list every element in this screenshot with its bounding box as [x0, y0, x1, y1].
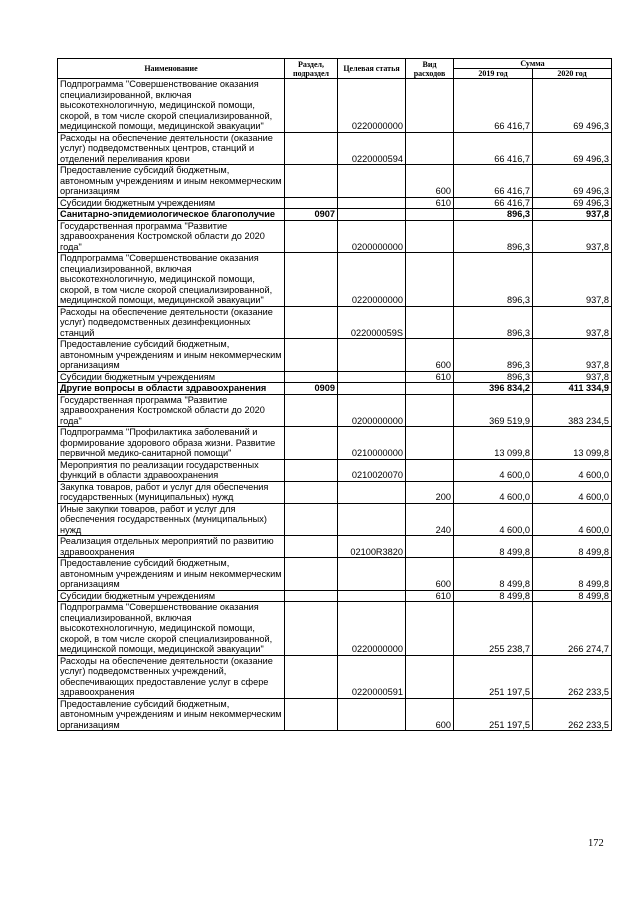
- row-target: [338, 371, 406, 383]
- row-name: Предоставление субсидий бюджетным, автономным учреждениям и иным некоммерческим организациям: [58, 698, 285, 731]
- row-kind: [406, 220, 454, 253]
- header-section: Раздел, подраздел: [285, 59, 338, 79]
- row-section: [285, 197, 338, 209]
- row-name: Государственная программа "Развитие здравоохранения Костромской области до 2020 года": [58, 220, 285, 253]
- row-sum-2019: 66 416,7: [454, 132, 533, 165]
- table-row: [58, 394, 612, 427]
- row-sum-2019: 251 197,5: [454, 698, 533, 731]
- row-kind: [406, 79, 454, 133]
- row-kind: [406, 427, 454, 460]
- row-kind: 600: [406, 558, 454, 591]
- row-kind: 610: [406, 197, 454, 209]
- row-section: [285, 165, 338, 198]
- row-target: [338, 339, 406, 372]
- budget-table: [57, 58, 612, 731]
- table-row: [58, 590, 612, 602]
- table-header: [58, 59, 612, 79]
- row-kind: [406, 306, 454, 339]
- header-sum: Сумма: [454, 59, 612, 69]
- row-kind: [406, 209, 454, 221]
- row-sum-2019: 896,3: [454, 339, 533, 372]
- row-kind: [406, 655, 454, 698]
- row-sum-2019: 251 197,5: [454, 655, 533, 698]
- row-kind: [406, 132, 454, 165]
- row-name: Предоставление субсидий бюджетным, автономным учреждениям и иным некоммерческим организациям: [58, 558, 285, 591]
- row-name: Закупка товаров, работ и услуг для обеспечения государственных (муниципальных) нужд: [58, 481, 285, 503]
- row-sum-2020: 4 600,0: [533, 481, 612, 503]
- header-name: Наименование: [58, 59, 285, 79]
- row-section: [285, 132, 338, 165]
- row-sum-2020: 13 099,8: [533, 427, 612, 460]
- row-name: Подпрограмма "Совершенствование оказания специализированной, включая высокотехнологичную, медицинской помощи, скорой, в том числе скорой специализированной, медицинской помощи, медицинской эвакуации": [58, 79, 285, 133]
- row-section: [285, 371, 338, 383]
- row-target: [338, 209, 406, 221]
- row-sum-2019: 896,3: [454, 220, 533, 253]
- row-section: [285, 590, 338, 602]
- row-name: Субсидии бюджетным учреждениям: [58, 590, 285, 602]
- row-target: 0210000000: [338, 427, 406, 460]
- row-section: [285, 655, 338, 698]
- row-target: 0200000000: [338, 394, 406, 427]
- row-target: [338, 165, 406, 198]
- row-name: Подпрограмма "Профилактика заболеваний и формирование здорового образа жизни. Развитие первичной медико-санитарной помощи": [58, 427, 285, 460]
- row-section: 0909: [285, 383, 338, 395]
- row-section: [285, 306, 338, 339]
- row-sum-2020: 8 499,8: [533, 536, 612, 558]
- table-row: [58, 165, 612, 198]
- table-row: [58, 197, 612, 209]
- header-year-2020: 2020 год: [533, 69, 612, 79]
- row-section: [285, 339, 338, 372]
- row-target: 0220000591: [338, 655, 406, 698]
- row-kind: 610: [406, 590, 454, 602]
- row-kind: [406, 394, 454, 427]
- table-row: [58, 655, 612, 698]
- header-year-2019: 2019 год: [454, 69, 533, 79]
- table-row: [58, 459, 612, 481]
- row-name: Другие вопросы в области здравоохранения: [58, 383, 285, 395]
- row-kind: [406, 602, 454, 656]
- row-section: [285, 459, 338, 481]
- row-sum-2019: 396 834,2: [454, 383, 533, 395]
- table-row: [58, 503, 612, 536]
- row-name: Подпрограмма "Совершенствование оказания специализированной, включая высокотехнологичную, медицинской помощи, скорой, в том числе скорой специализированной, медицинской помощи, медицинской эвакуации": [58, 253, 285, 307]
- row-section: [285, 394, 338, 427]
- row-target: 022000059S: [338, 306, 406, 339]
- row-name: Расходы на обеспечение деятельности (оказание услуг) подведомственных учреждений, обеспечивающих предоставление услуг в сфере здравоохранения: [58, 655, 285, 698]
- row-sum-2019: 66 416,7: [454, 197, 533, 209]
- row-kind: [406, 253, 454, 307]
- row-sum-2019: 896,3: [454, 253, 533, 307]
- row-kind: 610: [406, 371, 454, 383]
- row-sum-2020: 4 600,0: [533, 503, 612, 536]
- table-row: [58, 79, 612, 133]
- row-sum-2020: 4 600,0: [533, 459, 612, 481]
- row-sum-2020: 262 233,5: [533, 655, 612, 698]
- table-row: [58, 602, 612, 656]
- row-sum-2019: 4 600,0: [454, 459, 533, 481]
- row-sum-2019: 8 499,8: [454, 558, 533, 591]
- row-sum-2019: 896,3: [454, 209, 533, 221]
- row-section: 0907: [285, 209, 338, 221]
- row-kind: 600: [406, 698, 454, 731]
- row-kind: 200: [406, 481, 454, 503]
- row-target: [338, 481, 406, 503]
- row-sum-2020: 69 496,3: [533, 132, 612, 165]
- row-sum-2020: 8 499,8: [533, 590, 612, 602]
- table-row: [58, 698, 612, 731]
- row-section: [285, 79, 338, 133]
- row-target: 0220000000: [338, 602, 406, 656]
- row-sum-2020: 69 496,3: [533, 197, 612, 209]
- row-name: Субсидии бюджетным учреждениям: [58, 371, 285, 383]
- row-kind: 600: [406, 165, 454, 198]
- row-section: [285, 503, 338, 536]
- row-kind: 240: [406, 503, 454, 536]
- row-sum-2019: 8 499,8: [454, 590, 533, 602]
- row-sum-2020: 937,8: [533, 209, 612, 221]
- row-name: Реализация отдельных мероприятий по развитию здравоохранения: [58, 536, 285, 558]
- table-row: [58, 220, 612, 253]
- row-target: 0200000000: [338, 220, 406, 253]
- row-name: Мероприятия по реализации государственных функций в области здравоохранения: [58, 459, 285, 481]
- row-target: 0210020070: [338, 459, 406, 481]
- row-target: [338, 590, 406, 602]
- row-sum-2019: 4 600,0: [454, 503, 533, 536]
- row-sum-2019: 13 099,8: [454, 427, 533, 460]
- row-name: Предоставление субсидий бюджетным, автономным учреждениям и иным некоммерческим организациям: [58, 339, 285, 372]
- row-kind: [406, 536, 454, 558]
- row-sum-2019: 896,3: [454, 371, 533, 383]
- row-name: Предоставление субсидий бюджетным, автономным учреждениям и иным некоммерческим организациям: [58, 165, 285, 198]
- page-number: 172: [588, 838, 604, 849]
- row-sum-2019: 66 416,7: [454, 165, 533, 198]
- row-sum-2020: 69 496,3: [533, 79, 612, 133]
- table-row: [58, 536, 612, 558]
- table-row: [58, 371, 612, 383]
- table-body: [58, 79, 612, 731]
- row-kind: 600: [406, 339, 454, 372]
- header-target: Целевая статья: [338, 59, 406, 79]
- row-target: [338, 698, 406, 731]
- row-target: [338, 558, 406, 591]
- row-sum-2020: 266 274,7: [533, 602, 612, 656]
- row-target: 02100R3820: [338, 536, 406, 558]
- row-sum-2020: 937,8: [533, 371, 612, 383]
- table-row: [58, 253, 612, 307]
- table-row: [58, 427, 612, 460]
- row-kind: [406, 459, 454, 481]
- row-name: Субсидии бюджетным учреждениям: [58, 197, 285, 209]
- row-target: 0220000594: [338, 132, 406, 165]
- row-target: 0220000000: [338, 253, 406, 307]
- row-name: Санитарно-эпидемиологическое благополучие: [58, 209, 285, 221]
- row-kind: [406, 383, 454, 395]
- row-name: Подпрограмма "Совершенствование оказания специализированной, включая высокотехнологичную, медицинской помощи, скорой, в том числе скорой специализированной, медицинской помощи, медицинской эвакуации": [58, 602, 285, 656]
- row-sum-2020: 937,8: [533, 306, 612, 339]
- table-row: [58, 558, 612, 591]
- row-name: Расходы на обеспечение деятельности (оказание услуг) подведомственных дезинфекционных станций: [58, 306, 285, 339]
- row-sum-2019: 255 238,7: [454, 602, 533, 656]
- row-section: [285, 698, 338, 731]
- row-section: [285, 536, 338, 558]
- header-kind: Вид расходов: [406, 59, 454, 79]
- row-target: [338, 197, 406, 209]
- table-row: [58, 132, 612, 165]
- row-section: [285, 427, 338, 460]
- row-sum-2020: 69 496,3: [533, 165, 612, 198]
- row-sum-2019: 8 499,8: [454, 536, 533, 558]
- table-row: [58, 339, 612, 372]
- row-sum-2020: 262 233,5: [533, 698, 612, 731]
- row-sum-2020: 8 499,8: [533, 558, 612, 591]
- row-name: Иные закупки товаров, работ и услуг для обеспечения государственных (муниципальных) нужд: [58, 503, 285, 536]
- row-name: Государственная программа "Развитие здравоохранения Костромской области до 2020 года": [58, 394, 285, 427]
- row-sum-2019: 4 600,0: [454, 481, 533, 503]
- table-row: [58, 209, 612, 221]
- row-sum-2020: 937,8: [533, 220, 612, 253]
- row-section: [285, 602, 338, 656]
- row-section: [285, 253, 338, 307]
- row-section: [285, 558, 338, 591]
- table-row: [58, 383, 612, 395]
- row-target: 0220000000: [338, 79, 406, 133]
- table-row: [58, 481, 612, 503]
- row-sum-2020: 937,8: [533, 253, 612, 307]
- row-target: [338, 383, 406, 395]
- row-target: [338, 503, 406, 536]
- row-sum-2019: 896,3: [454, 306, 533, 339]
- row-sum-2020: 411 334,9: [533, 383, 612, 395]
- row-sum-2020: 937,8: [533, 339, 612, 372]
- row-name: Расходы на обеспечение деятельности (оказание услуг) подведомственных центров, станций и отделений переливания крови: [58, 132, 285, 165]
- row-section: [285, 481, 338, 503]
- table-row: [58, 306, 612, 339]
- row-section: [285, 220, 338, 253]
- row-sum-2019: 66 416,7: [454, 79, 533, 133]
- row-sum-2019: 369 519,9: [454, 394, 533, 427]
- row-sum-2020: 383 234,5: [533, 394, 612, 427]
